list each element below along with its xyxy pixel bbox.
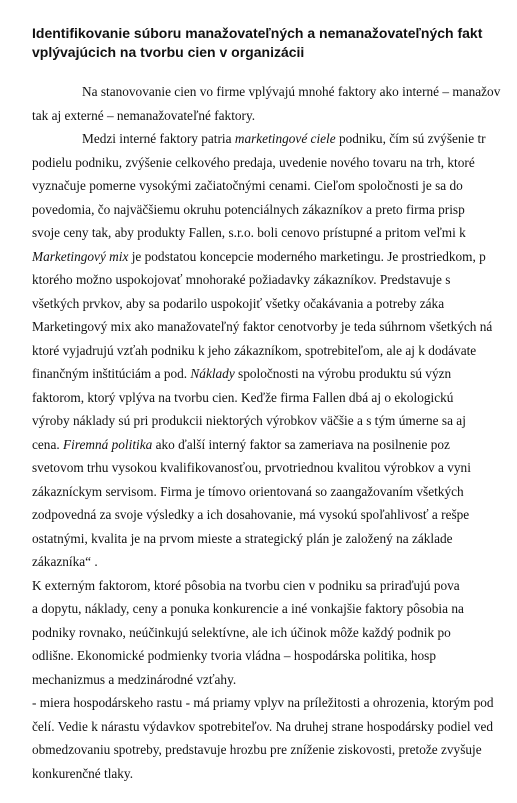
text-line: [32, 339, 517, 363]
section-heading: [32, 24, 482, 62]
text-line: [32, 738, 517, 762]
text-line: [32, 362, 517, 386]
text-line: [32, 409, 517, 433]
text-line: [32, 480, 517, 504]
text-run: Medzi interné faktory patria: [82, 131, 235, 146]
text-line: [32, 245, 517, 269]
text-run: zákazníka“ .: [32, 554, 98, 569]
text-line: [32, 621, 517, 645]
heading-line-1: Identifikovanie súboru manažovateľných a nemanažovateľných fakt: [32, 25, 483, 41]
text-line: [32, 104, 517, 128]
text-line: [32, 268, 517, 292]
text-line: [32, 174, 517, 198]
text-run: je podstatou koncepcie moderného marketingu. Je prostriedkom, p: [128, 248, 486, 264]
text-run: mechanizmus a medzinárodné vzťahy.: [32, 671, 237, 687]
italic-term: Marketingový mix: [32, 248, 129, 264]
text-run: výroby náklady sú pri produkcii niektorých výrobkov väčšie a s tým úmerne sa aj: [32, 413, 466, 428]
text-run: finančným inštitúciám a pod.: [32, 366, 191, 381]
text-line: [32, 292, 517, 316]
text-line: [32, 668, 517, 692]
text-run: podielu podniku, zvýšenie celkového predaja, uvedenie nového tovaru na trh, ktoré: [32, 154, 475, 170]
text-run: zodpovedná za svoje výsledky a ich dosahovanie, má vysokú spoľahlivosť a rešpe: [32, 507, 470, 522]
italic-term: Náklady: [190, 366, 235, 381]
text-run: faktorom, ktorý vplýva na tvorbu cien. Keďže firma Fallen dbá aj o ekologickú: [32, 389, 454, 405]
text-line: [32, 691, 517, 715]
text-run: povedomia, čo najväčšiemu okruhu potenciálnych zákazníkov a preto firma prisp: [32, 201, 465, 217]
text-run: ktorého možno uspokojovať mnohoraké požiadavky zákazníkov. Predstavuje s: [32, 272, 451, 287]
text-line: [32, 456, 517, 480]
text-line: [32, 315, 517, 339]
text-line: [32, 433, 517, 457]
text-run: odlišne. Ekonomické podmienky tvoria vládna – hospodárska politika, hosp: [32, 648, 437, 663]
text-line: [32, 715, 517, 739]
text-line: [32, 198, 517, 222]
text-run: ktoré vyjadrujú vzťah podniku k jeho zákazníkom, spotrebiteľom, ale aj k dodávate: [32, 342, 477, 358]
text-run: - miera hospodárskeho rastu - má priamy vplyv na príležitosti a ohrozenia, ktorým pod: [32, 695, 494, 710]
text-line: [32, 503, 517, 527]
text-run: zákazníckym servisom. Firma je tímovo orientovaná so zaangažovaním všetkých: [32, 483, 464, 499]
text-run: podniku, čím sú zvýšenie tr: [335, 131, 486, 146]
text-run: spoločnosti na výrobu produktu sú význ: [234, 366, 452, 381]
text-run: konkurenčné tlaky.: [32, 765, 134, 781]
text-line: [32, 644, 517, 668]
text-line: [32, 597, 517, 621]
text-run: ostatnými, kvalita je na prvom mieste a strategický plán je založený na základe: [32, 530, 453, 546]
text-run: vyznačuje pomerne vysokými začiatočnými cenami. Cieľom spoločnosti je sa do: [32, 178, 463, 193]
text-line: [32, 550, 517, 574]
text-run: obmedzovaniu spotreby, predstavuje hrozbu pre zníženie ziskovosti, pretože zvyšuje: [32, 742, 482, 757]
text-line: [32, 574, 517, 598]
heading-line-2: vplývajúcich na tvorbu cien v organizácii: [32, 44, 305, 60]
text-line: [32, 151, 517, 175]
text-run: podniky rovnako, neúčinkujú selektívne, ale ich účinok môže každý podnik po: [32, 624, 451, 640]
italic-term: marketingové ciele: [234, 131, 336, 146]
text-line: [32, 127, 517, 151]
text-run: tak aj externé – nemanažovateľné faktory.: [32, 107, 256, 123]
text-run: Marketingový mix ako manažovateľný faktor cenotvorby je teda súhrnom všetkých ná: [32, 319, 493, 334]
text-line: [32, 386, 517, 410]
text-run: čelí. Vedie k nárastu výdavkov spotrebiteľov. Na druhej strane hospodársky podiel ved: [32, 718, 494, 734]
text-line: [32, 80, 517, 104]
italic-term: Firemná politika: [63, 436, 153, 452]
text-run: a dopytu, náklady, ceny a ponuka konkurencie a iné vonkajšie faktory pôsobia na: [32, 601, 464, 616]
text-run: Na stanovovanie cien vo firme vplývajú mnohé faktory ako interné – manažov: [82, 84, 501, 99]
text-run: všetkých prvkov, aby sa podarilo uspokojiť všetky očakávania a potreby záka: [32, 295, 445, 311]
text-run: cena.: [32, 436, 64, 452]
text-run: K externým faktorom, ktoré pôsobia na tvorbu cien v podniku sa priraďujú pova: [32, 577, 460, 593]
text-run: svoje ceny tak, aby produkty Fallen, s.r.o. boli cenovo prístupné a pritom veľmi k: [32, 225, 466, 240]
text-run: ako ďalší interný faktor sa zameriava na posilnenie poz: [152, 436, 450, 452]
text-line: [32, 221, 517, 245]
body-text: [32, 80, 517, 785]
text-line: [32, 762, 517, 786]
text-run: svetovom trhu vysokou kvalifikovanosťou, prvotriednou kvalitou výrobkov a vyni: [32, 460, 471, 475]
text-line: [32, 527, 517, 551]
